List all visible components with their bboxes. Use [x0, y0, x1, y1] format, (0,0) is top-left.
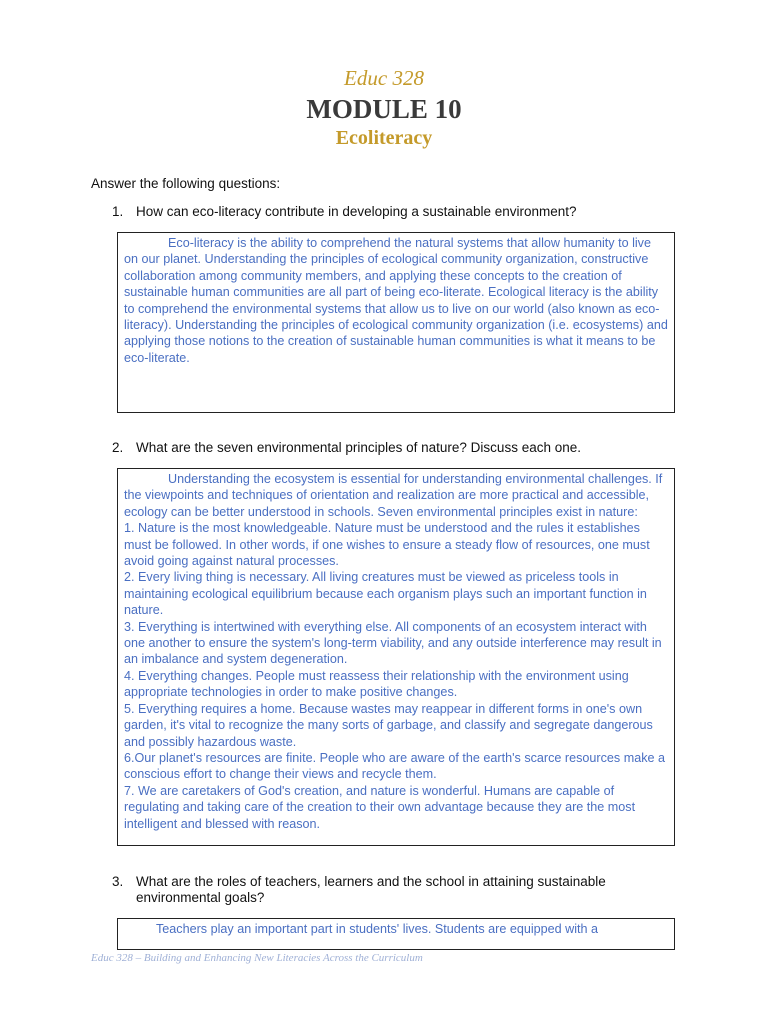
question-number: 2. — [112, 440, 124, 455]
principle-7: 7. We are caretakers of God's creation, and nature is wonderful. Humans are capable of regulating and taking care of the creation to their own advantage because they are the most intelligent and blessed with reason. — [124, 783, 636, 831]
question-2 — [112, 440, 581, 456]
question-3 — [112, 874, 632, 906]
answer-paragraph: Understanding the ecosystem is essential for understanding environmental challenges. If the viewpoints and techniques of orientation and realization are more practical and accessible, ecology can be better understood in schools. Seven environmental principles exist in nature: — [124, 472, 663, 519]
instructions: Answer the following questions: — [91, 176, 281, 191]
principle-5: 5. Everything requires a home. Because wastes may reappear in different forms in one's own garden, it's vital to recognize the many sorts of garbage, and classify and segregate dangerous and possibly hazardous waste. — [124, 701, 653, 749]
answer-paragraph: Teachers play an important part in students' lives. Students are equipped with a — [156, 922, 599, 936]
principle-3: 3. Everything is intertwined with everything else. All components of an ecosystem interact with one another to ensure the system's long-term viability, and any outside interference may result in an imbalance and system degeneration. — [124, 619, 662, 667]
principle-2: 2. Every living thing is necessary. All living creatures must be viewed as priceless tools in maintaining ecological equilibrium because each organism plays such an important function in nature. — [124, 570, 647, 618]
question-number: 3. — [112, 874, 124, 889]
answer-paragraph: Eco-literacy is the ability to comprehend the natural systems that allow humanity to live on our planet. Understanding the principles of ecological community organization, constructive collaboration among community members, and applying these concepts to the creation of sustainable human communities are all part of being eco-literate. Ecological literacy is the ability to comprehend the environmental systems that allow us to live on our world (also known as eco-literacy). Understanding the principles of ecological community organization (i.e. ecosystems) and applying those notions to the creation of sustainable human communities is what it means to be eco-literate. — [124, 236, 668, 365]
answer-box-1 — [117, 232, 675, 413]
answer-box-2 — [117, 468, 675, 846]
principle-6: 6.Our planet's resources are finite. People who are aware of the earth's scarce resources make a conscious effort to change their views and recycle them. — [124, 750, 666, 782]
principle-1: 1. Nature is the most knowledgeable. Nature must be understood and the rules it establishes must be followed. In other words, if one wishes to ensure a steady flow of resources, one must avoid going against natural processes. — [124, 521, 650, 569]
principle-4: 4. Everything changes. People must reassess their relationship with the environment using appropriate technologies in order to make positive changes. — [124, 668, 629, 700]
answer-box-3 — [117, 918, 675, 950]
question-text: How can eco-literacy contribute in developing a sustainable environment? — [136, 204, 577, 219]
module-title: MODULE 10 — [306, 94, 462, 124]
course-code: Educ 328 — [344, 66, 424, 90]
question-text: What are the roles of teachers, learners and the school in attaining sustainable environmental goals? — [136, 874, 606, 905]
question-number: 1. — [112, 204, 124, 219]
question-text: What are the seven environmental principles of nature? Discuss each one. — [136, 440, 581, 455]
module-topic: Ecoliteracy — [335, 127, 433, 149]
page-footer: Educ 328 – Building and Enhancing New Literacies Across the Curriculum — [91, 952, 423, 964]
question-1 — [112, 204, 577, 220]
